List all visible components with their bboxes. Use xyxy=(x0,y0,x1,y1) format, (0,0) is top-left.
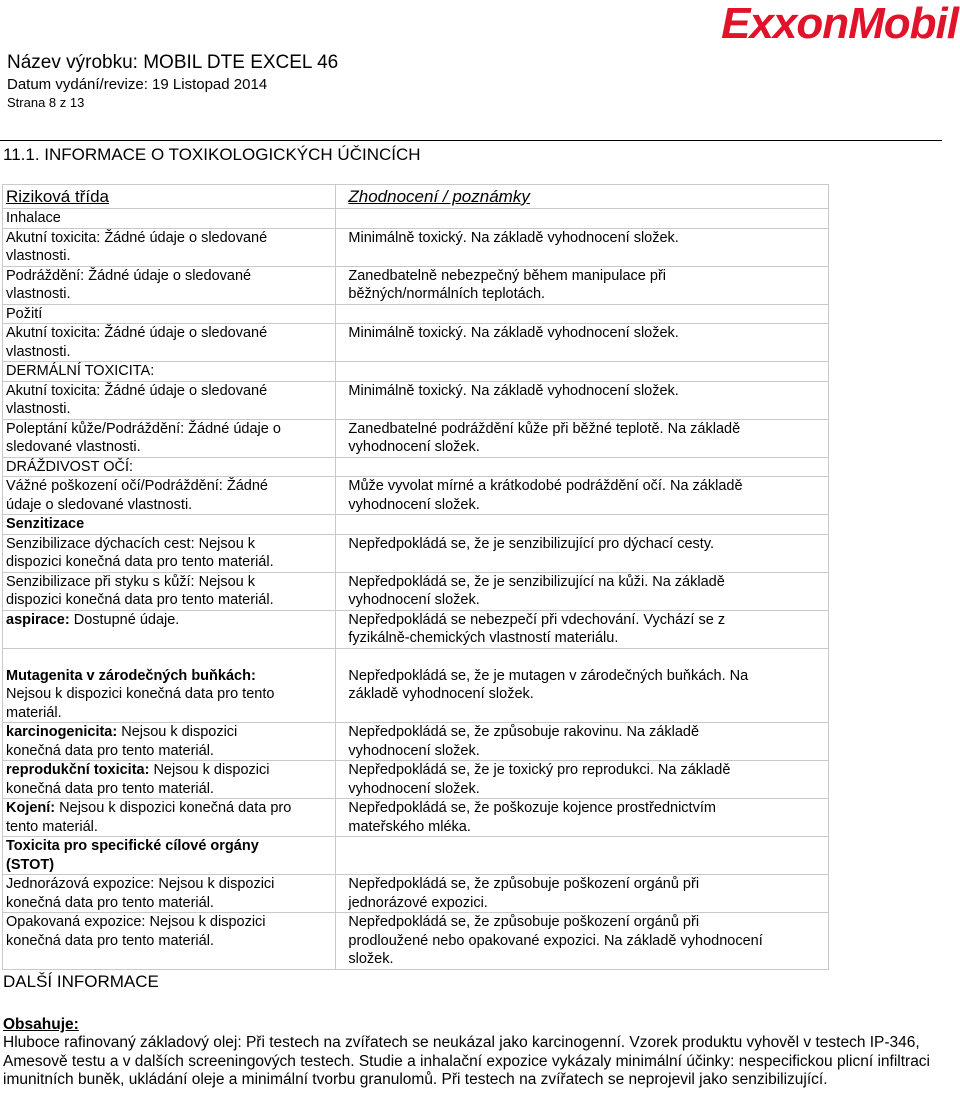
hazard-class-text xyxy=(6,723,332,742)
hazard-class-cell xyxy=(3,875,336,913)
table-row xyxy=(3,913,829,970)
assessment-cell xyxy=(336,324,829,362)
table-row xyxy=(3,362,829,382)
assessment-cell xyxy=(336,913,829,970)
assessment-cell xyxy=(336,799,829,837)
hazard-class-text xyxy=(6,799,332,818)
assessment-text: vyhodnocení složek. xyxy=(348,439,480,455)
table-row xyxy=(3,799,829,837)
assessment-cell xyxy=(336,381,829,419)
hazard-class-text: Vážné poškození očí/Podráždění: Žádné xyxy=(6,478,268,494)
assessment-cell xyxy=(336,723,829,761)
assessment-cell xyxy=(336,572,829,610)
assessment-cell xyxy=(336,610,829,648)
hazard-class-cell xyxy=(3,457,336,477)
hazard-class-cell xyxy=(3,913,336,970)
assessment-cell xyxy=(336,419,829,457)
table-row xyxy=(3,457,829,477)
assessment-text: vyhodnocení složek. xyxy=(348,496,480,513)
hazard-class-text: Akutní toxicita: Žádné údaje o sledované xyxy=(6,325,268,341)
hazard-class-detail: Nejsou k dispozici konečná data pro tento xyxy=(6,686,275,702)
column-header-label: Zhodnocení / poznámky xyxy=(348,187,530,206)
hazard-class-cell xyxy=(3,304,336,324)
assessment-text: vyhodnocení složek. xyxy=(348,780,480,797)
assessment-text: jednorázové expozici. xyxy=(348,894,488,911)
assessment-text xyxy=(348,362,825,381)
column-header-label: Riziková třída xyxy=(6,187,109,206)
table-row xyxy=(3,515,829,535)
assessment-text: Minimálně toxický. Na základě vyhodnocení složek. xyxy=(348,325,679,341)
hazard-class-text: sledované vlastnosti. xyxy=(6,439,141,455)
assessment-cell xyxy=(336,648,829,723)
hazard-class-heading: Mutagenita v zárodečných buňkách: xyxy=(6,667,256,684)
hazard-class-text: vlastnosti. xyxy=(6,248,71,264)
assessment-text: Nepředpokládá se, že způsobuje rakovinu. Na základě xyxy=(348,724,700,740)
hazard-class-detail: Nejsou k dispozici konečná data pro xyxy=(55,800,292,816)
hazard-class-detail: Nejsou k dispozici xyxy=(149,762,270,778)
assessment-cell xyxy=(336,209,829,229)
hazard-class-cell xyxy=(3,837,336,875)
hazard-class-cell xyxy=(3,381,336,419)
hazard-class-cell xyxy=(3,324,336,362)
hazard-class-text: DRÁŽDIVOST OČÍ: xyxy=(6,458,134,475)
hazard-class-text: vlastnosti. xyxy=(6,286,71,302)
hazard-class-text: dispozici konečná data pro tento materiál. xyxy=(6,592,274,608)
assessment-text: základě vyhodnocení složek. xyxy=(348,686,534,702)
assessment-cell xyxy=(336,837,829,875)
hazard-class-cell xyxy=(3,515,336,535)
table-row xyxy=(3,610,829,648)
assessment-cell xyxy=(336,761,829,799)
hazard-class-detail: materiál. xyxy=(6,704,62,721)
assessment-text: složek. xyxy=(348,951,394,967)
hazard-class-text: Poleptání kůže/Podráždění: Žádné údaje o xyxy=(6,420,281,437)
assessment-text: Zanedbatelné podráždění kůže při běžné teplotě. Na základě xyxy=(348,420,741,437)
assessment-text xyxy=(348,515,825,534)
table-row xyxy=(3,837,829,875)
assessment-cell xyxy=(336,457,829,477)
hazard-class-text: Akutní toxicita: Žádné údaje o sledované xyxy=(6,229,268,246)
hazard-class-text: konečná data pro tento materiál. xyxy=(6,894,214,911)
hazard-class-cell xyxy=(3,723,336,761)
hazard-class-text: vlastnosti. xyxy=(6,401,71,417)
hazard-class-text: Senzibilizace při styku s kůží: Nejsou k xyxy=(6,573,256,590)
hazard-class-cell xyxy=(3,761,336,799)
toxicology-table xyxy=(2,184,829,970)
table-row xyxy=(3,324,829,362)
assessment-text: Nepředpokládá se, že je senzibilizující na kůži. Na základě xyxy=(348,573,725,590)
hazard-class-text: údaje o sledované vlastnosti. xyxy=(6,496,193,513)
table-row xyxy=(3,209,829,229)
assessment-text: Nepředpokládá se nebezpečí při vdechování. Vychází se z xyxy=(348,611,726,628)
assessment-cell xyxy=(336,875,829,913)
hazard-class-heading: Toxicita pro specifické cílové orgány xyxy=(6,838,259,854)
svg-text:ExxonMobil: ExxonMobil xyxy=(721,0,958,48)
contains-text: Hluboce rafinovaný základový olej: Při testech na zvířatech se neukázal jako karcinogenní. Vzorek produktu vyhověl v testech IP-346, Amesově testu a v dalších screeningových testech. Studie a inhalační expozice vykázaly minimální účinky: nespecifickou plicní infiltraci imunitních buněk, ukládání oleje a minimální tvorbu granulomů. Při testech na zvířatech se neprojevil jako senzibilizující. xyxy=(3,1034,931,1088)
hazard-class-text: Akutní toxicita: Žádné údaje o sledované xyxy=(6,382,268,399)
section-title: 11.1. INFORMACE O TOXIKOLOGICKÝCH ÚČINCÍCH xyxy=(3,145,421,164)
hazard-class-text: Opakovaná expozice: Nejsou k dispozici xyxy=(6,914,266,930)
column-header-left xyxy=(3,185,336,209)
contains-label: Obsahuje: xyxy=(3,1016,79,1033)
assessment-text: mateřského mléka. xyxy=(348,818,471,835)
assessment-text: Zanedbatelně nebezpečný během manipulace při xyxy=(348,267,666,284)
hazard-class-text: dispozici konečná data pro tento materiál. xyxy=(6,554,274,570)
product-name: Název výrobku: MOBIL DTE EXCEL 46 xyxy=(7,52,339,73)
table-row xyxy=(3,266,829,304)
table-row xyxy=(3,723,829,761)
spacer xyxy=(348,649,825,667)
hazard-class-cell xyxy=(3,799,336,837)
hazard-class-cell xyxy=(3,648,336,723)
hazard-class-text: vlastnosti. xyxy=(6,343,71,360)
exxonmobil-logo xyxy=(700,0,960,52)
header-rule xyxy=(0,140,942,141)
table-row xyxy=(3,572,829,610)
hazard-class-text: Inhalace xyxy=(6,210,61,226)
hazard-class-cell xyxy=(3,610,336,648)
assessment-cell xyxy=(336,362,829,382)
assessment-cell xyxy=(336,515,829,535)
assessment-text: vyhodnocení složek. xyxy=(348,592,480,608)
hazard-class-cell xyxy=(3,419,336,457)
hazard-class-heading: Kojení: xyxy=(6,800,56,816)
table-row xyxy=(3,534,829,572)
hazard-class-text xyxy=(6,611,332,630)
table-row xyxy=(3,875,829,913)
hazard-class-heading: aspirace: xyxy=(6,611,70,628)
hazard-class-text xyxy=(6,667,332,686)
table-row xyxy=(3,477,829,515)
table-header-row xyxy=(3,185,829,209)
assessment-text: Nepředpokládá se, že způsobuje poškození orgánů při xyxy=(348,876,700,892)
hazard-class-cell xyxy=(3,209,336,229)
hazard-class-detail: konečná data pro tento materiál. xyxy=(6,742,214,759)
table-row xyxy=(3,381,829,419)
further-info-title: DALŠÍ INFORMACE xyxy=(3,972,159,991)
hazard-class-cell xyxy=(3,534,336,572)
hazard-class-text: DERMÁLNÍ TOXICITA: xyxy=(6,363,155,379)
hazard-class-cell xyxy=(3,266,336,304)
assessment-text: Minimálně toxický. Na základě vyhodnocení složek. xyxy=(348,229,679,246)
assessment-text: prodloužené nebo opakované expozici. Na základě vyhodnocení xyxy=(348,932,763,949)
assessment-text: Nepředpokládá se, že poškozuje kojence prostřednictvím xyxy=(348,800,716,816)
column-header-right xyxy=(336,185,829,209)
assessment-text: běžných/normálních teplotách. xyxy=(348,286,546,302)
hazard-class-detail: Nejsou k dispozici xyxy=(117,724,238,740)
spacer xyxy=(6,649,332,667)
hazard-class-cell xyxy=(3,477,336,515)
assessment-cell xyxy=(336,228,829,266)
hazard-class-cell xyxy=(3,228,336,266)
hazard-class-cell xyxy=(3,572,336,610)
table-row xyxy=(3,304,829,324)
assessment-cell xyxy=(336,304,829,324)
table-row xyxy=(3,419,829,457)
assessment-text: vyhodnocení složek. xyxy=(348,742,480,759)
assessment-cell xyxy=(336,477,829,515)
assessment-text: Nepředpokládá se, že je senzibilizující pro dýchací cesty. xyxy=(348,535,715,552)
hazard-class-text: Požití xyxy=(6,305,43,322)
table-row xyxy=(3,228,829,266)
hazard-class-text: Podráždění: Žádné údaje o sledované xyxy=(6,267,252,284)
hazard-class-detail: Dostupné údaje. xyxy=(69,611,180,628)
hazard-class-heading: reprodukční toxicita: xyxy=(6,762,150,778)
table-row xyxy=(3,761,829,799)
assessment-cell xyxy=(336,534,829,572)
page-number: Strana 8 z 13 xyxy=(7,95,85,110)
assessment-cell xyxy=(336,266,829,304)
assessment-text: fyzikálně-chemických vlastností materiálu. xyxy=(348,630,619,646)
hazard-class-heading: karcinogenicita: xyxy=(6,724,118,740)
hazard-class-text: Jednorázová expozice: Nejsou k dispozici xyxy=(6,876,275,892)
assessment-text xyxy=(348,837,825,856)
hazard-class-detail: konečná data pro tento materiál. xyxy=(6,780,214,797)
hazard-class-text: Senzibilizace dýchacích cest: Nejsou k xyxy=(6,535,256,552)
assessment-text: Může vyvolat mírné a krátkodobé podráždění očí. Na základě xyxy=(348,478,743,494)
table-row xyxy=(3,648,829,723)
assessment-text: Nepředpokládá se, že je toxický pro reprodukci. Na základě xyxy=(348,762,731,778)
hazard-class-detail: tento materiál. xyxy=(6,818,98,835)
hazard-class-text: Senzitizace xyxy=(6,516,85,532)
hazard-class-text: konečná data pro tento materiál. xyxy=(6,932,214,949)
assessment-text: Nepředpokládá se, že způsobuje poškození orgánů při xyxy=(348,914,700,930)
assessment-text xyxy=(348,305,825,324)
assessment-text: Nepředpokládá se, že je mutagen v zárodečných buňkách. Na xyxy=(348,667,749,684)
revision-date: Datum vydání/revize: 19 Listopad 2014 xyxy=(7,76,268,93)
hazard-class-cell xyxy=(3,362,336,382)
assessment-text: Minimálně toxický. Na základě vyhodnocení složek. xyxy=(348,382,679,399)
assessment-text xyxy=(348,209,825,228)
hazard-class-heading: (STOT) xyxy=(6,856,55,873)
assessment-text xyxy=(348,458,825,477)
hazard-class-text xyxy=(6,761,332,780)
